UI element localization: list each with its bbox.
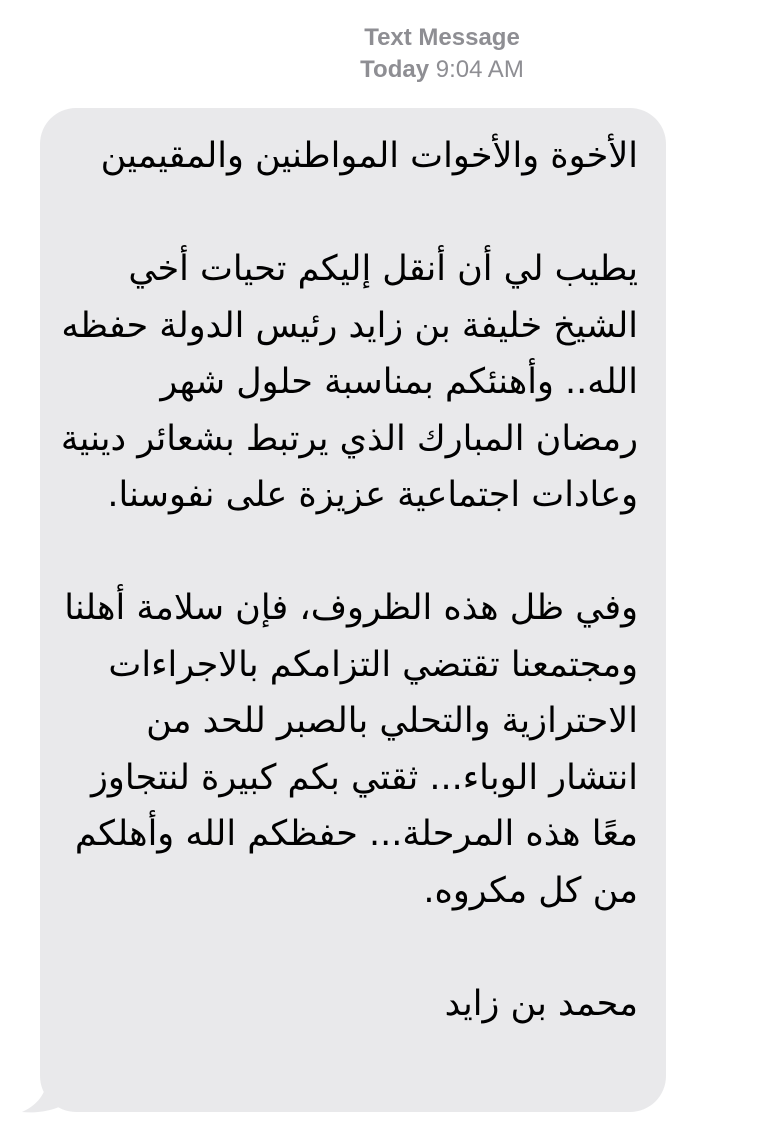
message-header [0, 22, 768, 86]
timestamp [0, 54, 768, 86]
message-body [58, 128, 638, 1032]
paragraph-gap [58, 919, 638, 976]
message-paragraph-1: يطيب لي أن أنقل إليكم تحيات أخي الشيخ خليفة بن زايد رئيس الدولة حفظه الله.. وأهنئكم بمناسبة حلول شهر رمضان المبارك الذي يرتبط بشعائر دينية وعادات اجتماعية عزيزة على نفوسنا. [60, 249, 638, 515]
timestamp-day: Today [360, 56, 430, 83]
paragraph-gap [58, 185, 638, 242]
message-bubble[interactable] [40, 108, 666, 1112]
timestamp-time: 9:04 AM [435, 56, 524, 83]
message-greeting: الأخوة والأخوات المواطنين والمقيمين [100, 136, 638, 176]
paragraph-gap [58, 524, 638, 581]
message-paragraph-2: وفي ظل هذه الظروف، فإن سلامة أهلنا ومجتمعنا تقتضي التزامكم بالاجراءات الاحترازية والتحلي بالصبر للحد من انتشار الوباء... ثقتي بكم كبيرة لنتجاوز معًا هذه المرحلة... حفظكم الله وأهلكم من كل مكروه. [64, 588, 638, 911]
message-signature: محمد بن زايد [444, 983, 638, 1024]
service-label: Text Message [364, 24, 520, 51]
